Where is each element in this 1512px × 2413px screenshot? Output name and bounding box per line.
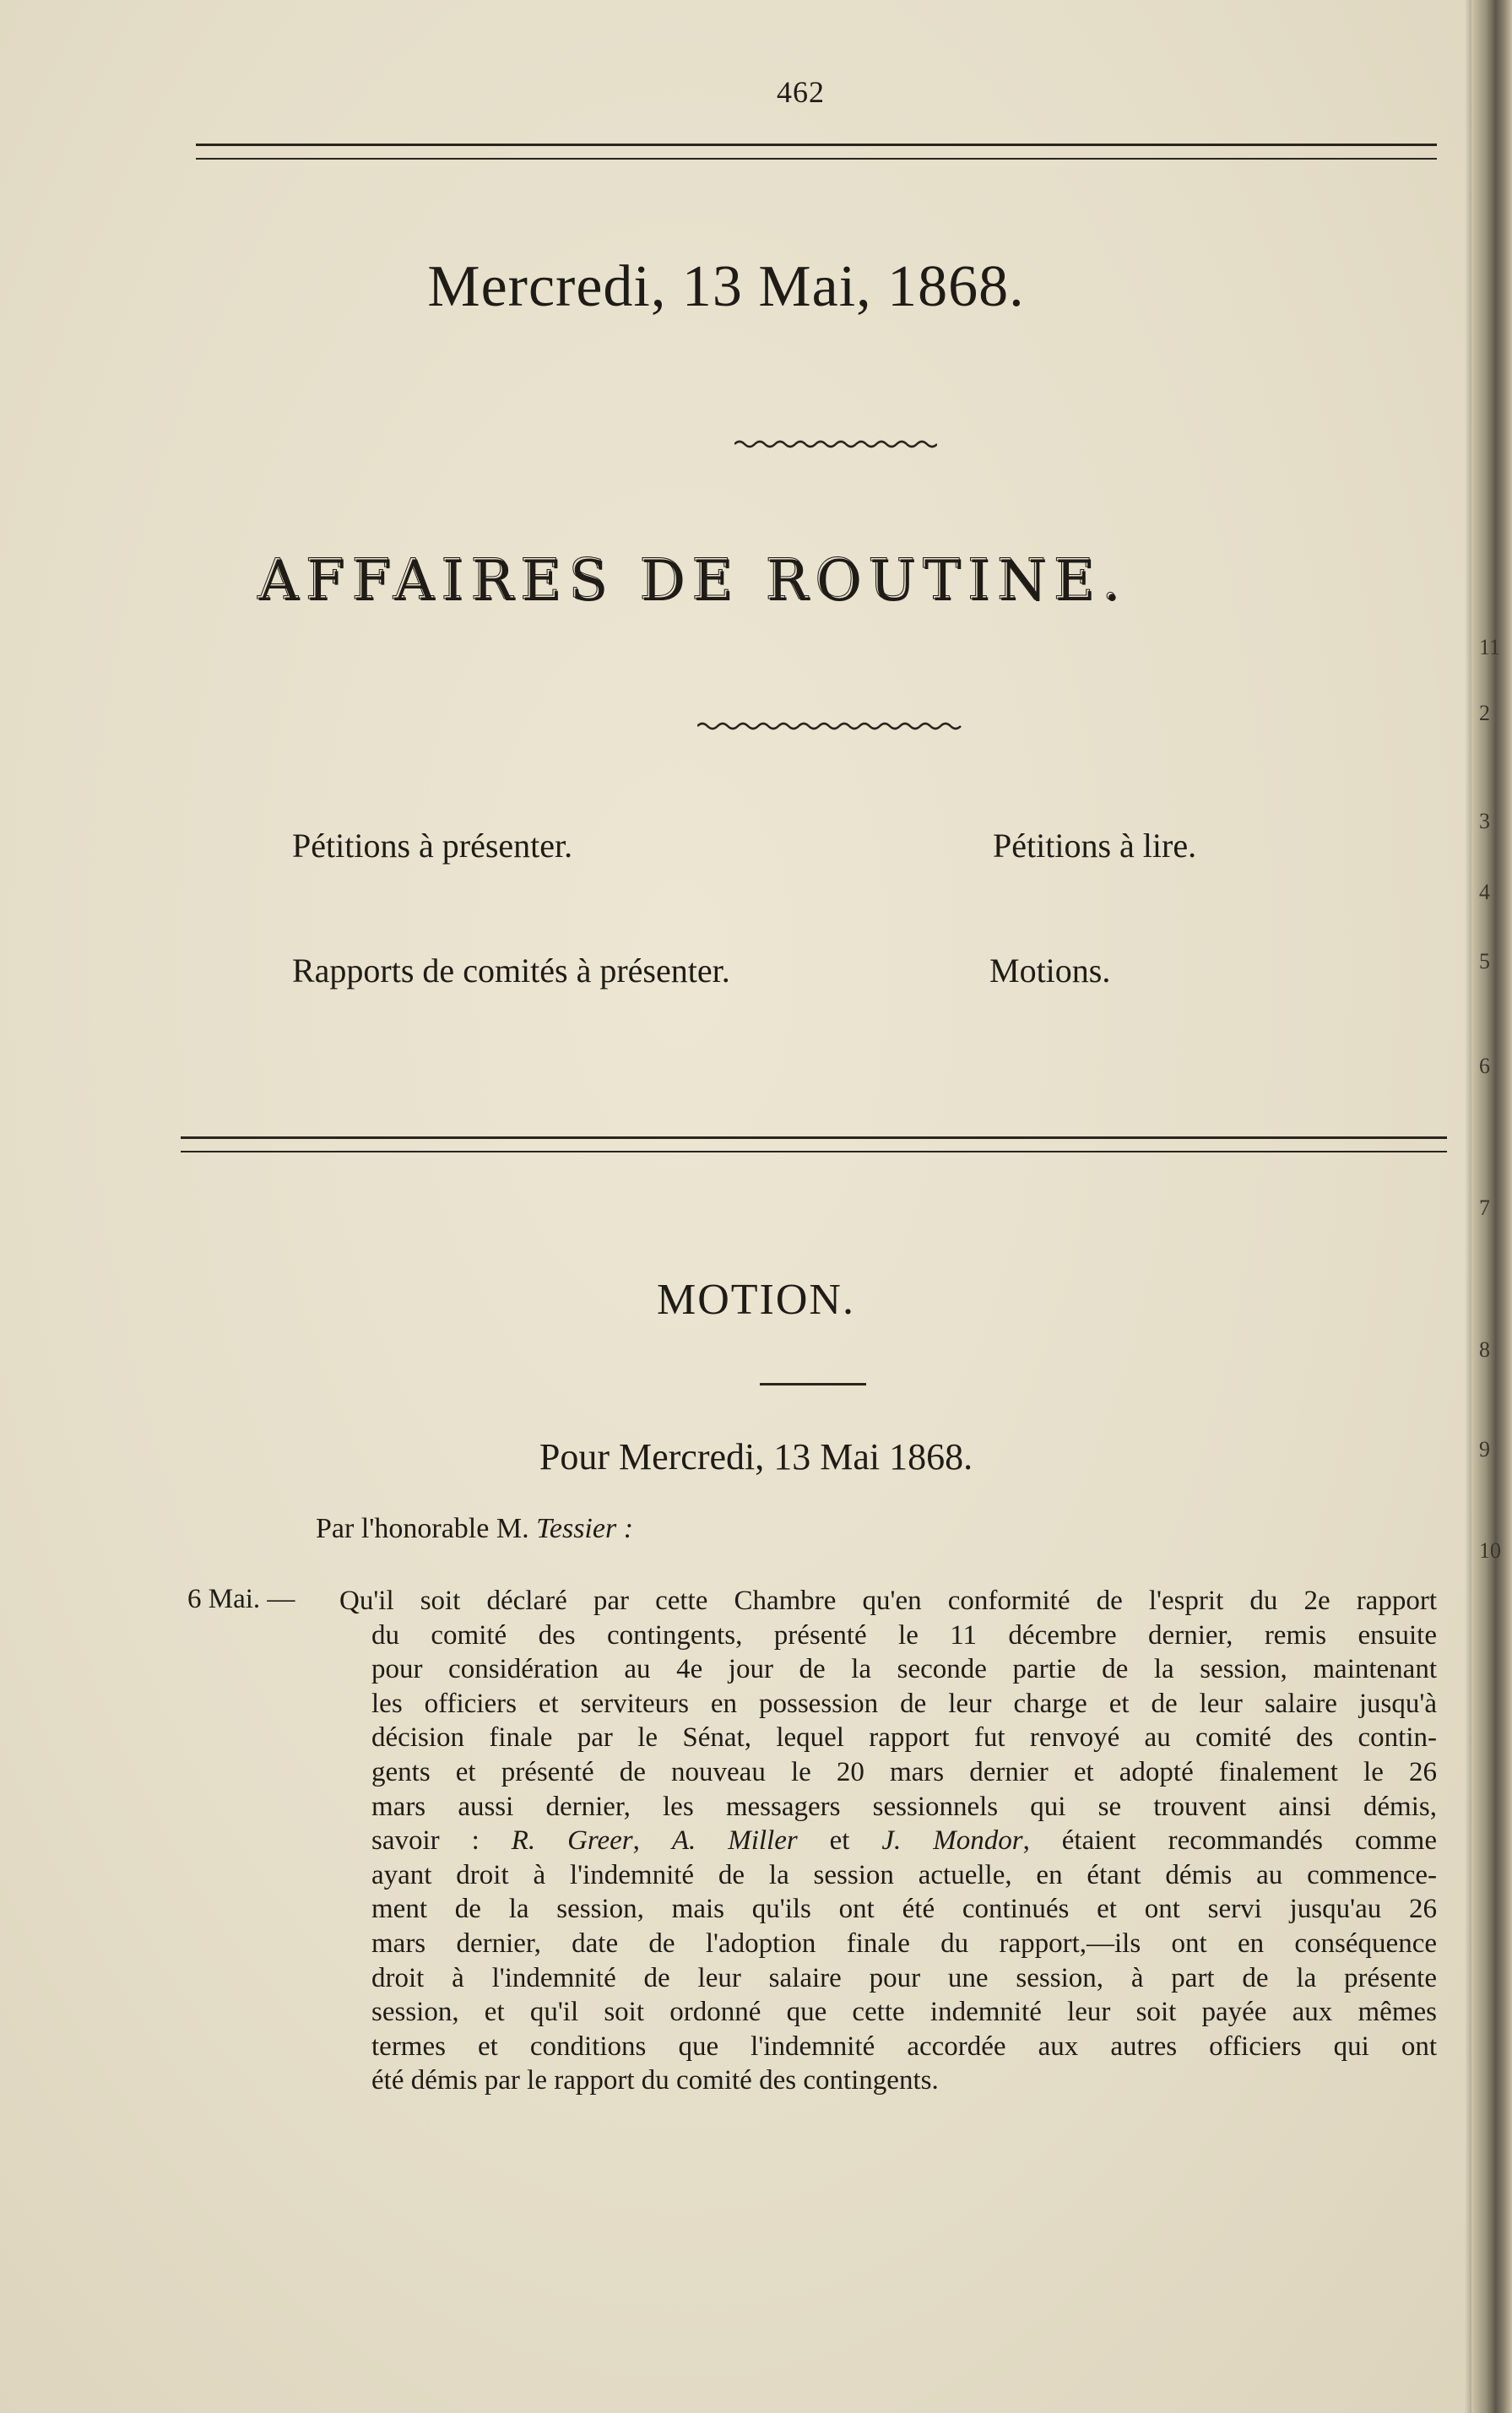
edge-mark: 2 [1479,701,1490,725]
motion-line: ment de la session, mais qu'ils ont été continués et ont servi jusqu'au 26 [371,1894,1437,1925]
edge-mark: 9 [1479,1437,1490,1461]
edge-mark: 5 [1479,949,1490,973]
motion-line: Qu'il soit déclaré par cette Chambre qu'en conformité de l'esprit du 2e rapport [339,1586,1437,1616]
motion-line: été démis par le rapport du comité des contingents. [371,2065,939,2096]
edge-mark: 10 [1479,1538,1501,1563]
routine-item-motions: Motions. [989,952,1111,990]
page-number: 462 [777,75,825,109]
page-date-title: Mercredi, 13 Mai, 1868. [427,254,1025,319]
edge-mark: 6 [1479,1054,1490,1078]
name-separator: et [797,1825,882,1857]
edge-line-numbers [1476,0,1501,2413]
motion-text [339,1584,1437,2098]
edge-mark: 3 [1479,809,1490,833]
motion-heading-rule [760,1383,866,1385]
motion-line: ayant droit à l'indemnité de la session actuelle, en étant démis au commence- [371,1859,1437,1890]
motion-line: du comité des contingents, présenté le 11 décembre dernier, remis ensuite [371,1619,1437,1651]
messenger-name: A. Miller [671,1825,798,1857]
motion-line: décision finale par le Sénat, lequel rapport fut renvoyé au comité des contin- [371,1722,1437,1754]
motion-heading: MOTION. [657,1276,855,1324]
edge-mark: 8 [1479,1337,1490,1362]
motion-notice-date: 6 Mai. — [187,1584,295,1614]
motion-line: session, et qu'il soit ordonné que cette indemnité leur soit payée aux mêmes [371,1997,1437,2028]
routine-item-rapports-presenter: Rapports de comités à présenter. [292,952,730,990]
page-gutter-shadow [1465,0,1471,2413]
motion-line-names [346,1824,1437,1858]
edge-mark: 7 [1479,1196,1490,1220]
motion-line: mars aussi dernier, les messagers sessionnels qui se trouvent ainsi démis, [371,1791,1437,1822]
header-double-rule [196,144,1437,160]
motion-line: mars dernier, date de l'adoption finale du rapport,—ils ont en conséquence [371,1928,1437,1959]
mover-name: Tessier : [536,1513,634,1544]
routine-item-petitions-lire: Pétitions à lire. [993,827,1197,865]
edge-mark: 4 [1479,880,1490,904]
section-double-rule [181,1136,1447,1152]
name-separator: , [632,1825,672,1857]
motion-line: droit à l'indemnité de leur salaire pour une session, à part de la présente [371,1962,1437,1993]
motion-mover [316,1513,633,1545]
mover-prefix: Par l'honorable M. [316,1513,529,1544]
edge-mark: 11 [1479,635,1501,659]
motion-line: les officiers et serviteurs en possession de leur charge et de leur salaire jusqu'à [371,1688,1437,1719]
names-tail: , étaient recommandés comme [1022,1825,1437,1857]
ornamental-squiggle-divider [734,437,937,451]
motion-line: termes et conditions que l'indemnité accordée aux autres officiers qui ont [371,2031,1437,2062]
messenger-name: R. Greer [511,1825,633,1857]
messenger-name: J. Mondor [881,1825,1023,1857]
motion-line: pour considération au 4e jour de la seconde partie de la session, maintenant [371,1654,1437,1685]
motion-line: gents et présenté de nouveau le 20 mars dernier et adopté finalement le 26 [371,1756,1437,1787]
ornamental-squiggle-divider [697,719,967,733]
section-title: AFFAIRES DE ROUTINE. [257,547,1127,612]
motion-line-savoir: savoir : [371,1825,480,1857]
motion-for-date: Pour Mercredi, 13 Mai 1868. [539,1436,973,1478]
routine-item-petitions-presenter: Pétitions à présenter. [292,827,573,865]
